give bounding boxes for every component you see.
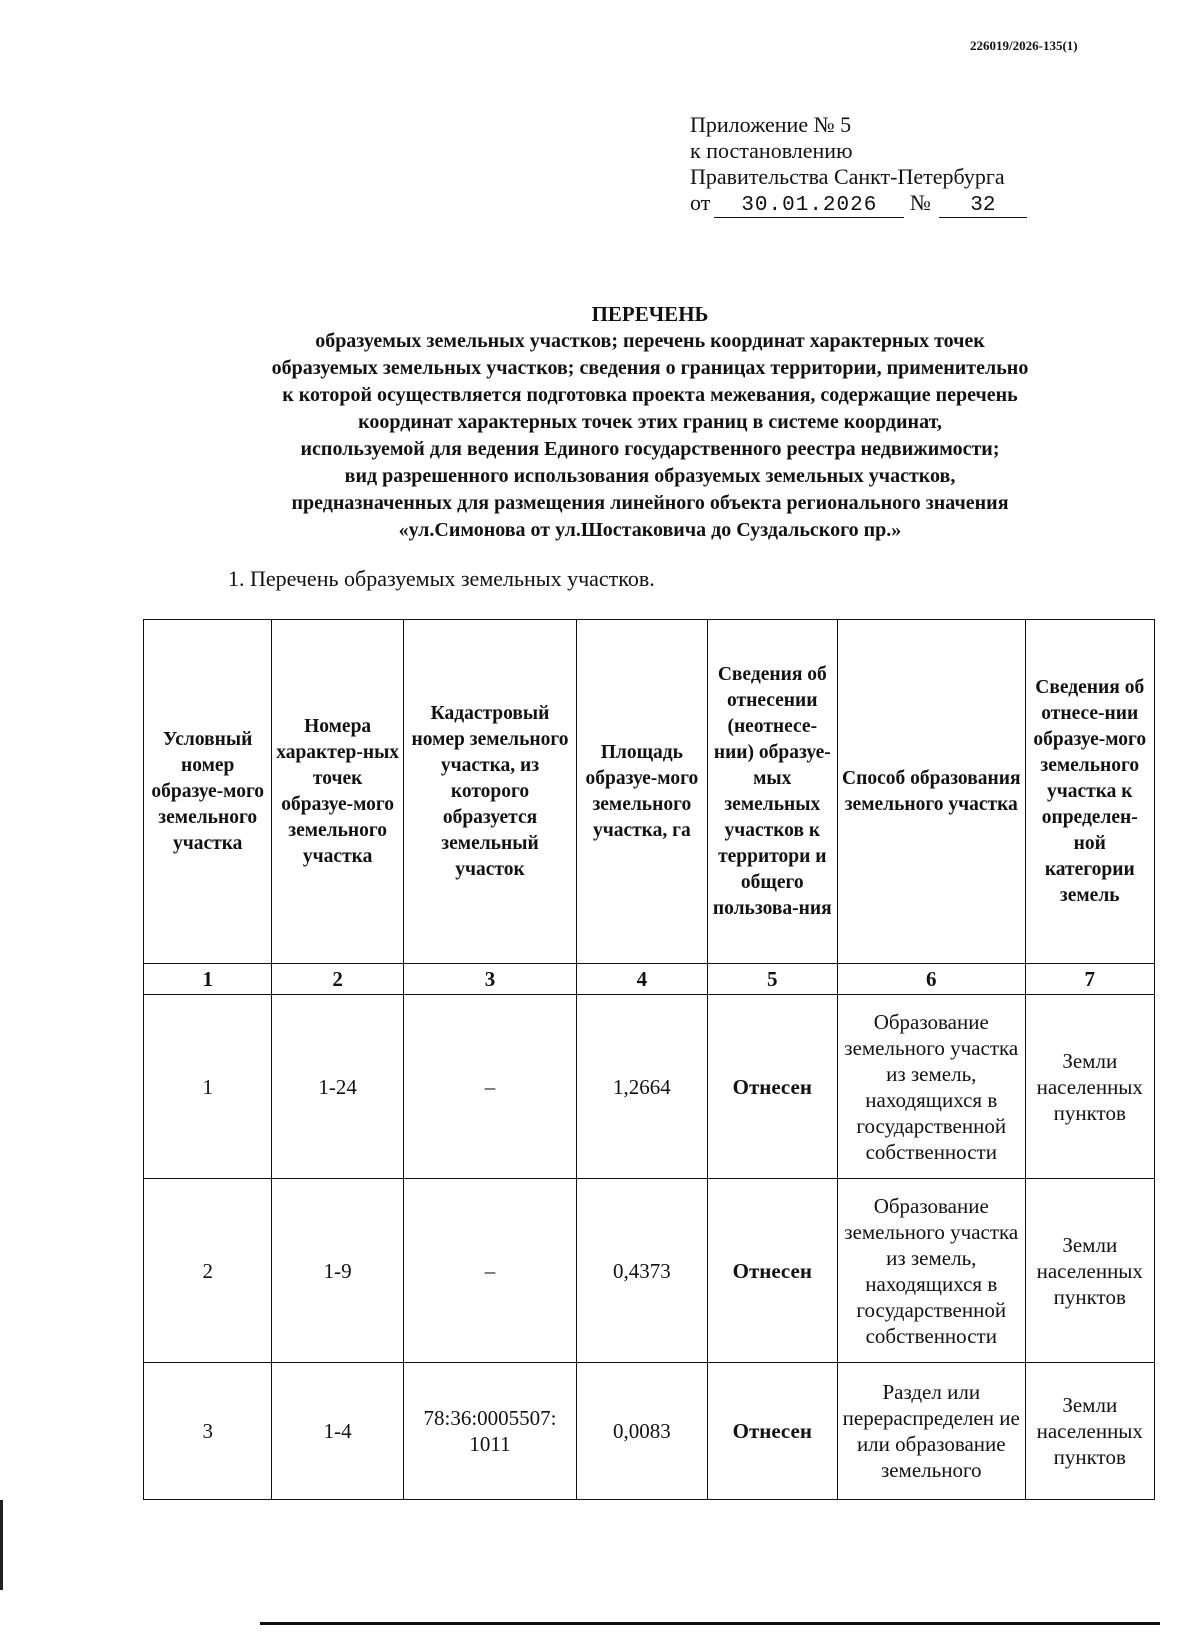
scan-edge-mark — [0, 1500, 3, 1590]
cell-cadastral: 78:36:0005507: 1011 — [403, 1363, 576, 1500]
table-header-row — [144, 620, 1155, 964]
cell-plot-number: 1 — [144, 995, 272, 1179]
cell-points: 1-4 — [272, 1363, 403, 1500]
col-header-method: Способ образования земельного участка — [838, 620, 1026, 964]
col-header-plot-number: Условный номер образуе-мого земельного участка — [144, 620, 272, 964]
column-number: 7 — [1025, 964, 1154, 995]
heading-line: «ул.Симонова от ул.Шостаковича до Суздальского пр.» — [398, 519, 902, 541]
cell-method: Образование земельного участка из земель, находящихся в государственной собственности — [838, 1179, 1026, 1363]
cell-method: Образование земельного участка из земель, находящихся в государственной собственности — [838, 995, 1026, 1179]
table-row — [144, 1363, 1155, 1500]
appendix-block — [690, 112, 1027, 218]
heading-title: ПЕРЕЧЕНЬ — [591, 302, 709, 326]
resolution-date: 30.01.2026 — [714, 195, 904, 218]
cell-category: Земли населенных пунктов — [1025, 1363, 1154, 1500]
heading-line: координат характерных точек этих границ в системе координат, — [358, 411, 942, 433]
cell-points: 1-24 — [272, 995, 403, 1179]
column-number-row — [144, 964, 1155, 995]
heading-line: образуемых земельных участков; перечень координат характерных точек — [315, 330, 985, 352]
column-number: 1 — [144, 964, 272, 995]
cell-public-use: Отнесен — [707, 995, 837, 1179]
cell-category: Земли населенных пунктов — [1025, 1179, 1154, 1363]
cell-area: 0,4373 — [577, 1179, 707, 1363]
heading-line: образуемых земельных участков; сведения о границах территории, применительно — [271, 357, 1029, 379]
heading-line: предназначенных для размещения линейного объекта регионального значения — [291, 492, 1009, 514]
col-header-public-use: Сведения об отнесении (неотнесе-нии) образуе-мых земельных участков к территори и общего пользова-ния — [707, 620, 837, 964]
appendix-line-3: Правительства Санкт-Петербурга — [690, 164, 1005, 189]
appendix-line-2: к постановлению — [690, 138, 853, 163]
col-header-cadastral: Кадастровый номер земельного участка, из которого образуется земельный участок — [403, 620, 576, 964]
column-number: 3 — [403, 964, 576, 995]
appendix-line-1: Приложение № 5 — [690, 112, 852, 137]
col-header-area: Площадь образуе-мого земельного участка, га — [577, 620, 707, 964]
resolution-number: 32 — [939, 195, 1027, 218]
cell-plot-number: 2 — [144, 1179, 272, 1363]
heading-line: используемой для ведения Единого государственного реестра недвижимости; — [300, 438, 1000, 460]
column-number: 6 — [838, 964, 1026, 995]
cell-cadastral: – — [403, 1179, 576, 1363]
cell-plot-number: 3 — [144, 1363, 272, 1500]
cell-public-use: Отнесен — [707, 1179, 837, 1363]
table-row — [144, 1179, 1155, 1363]
heading-line: вид разрешенного использования образуемых земельных участков, — [344, 465, 956, 487]
document-id: 226019/2026-135(1) — [970, 38, 1078, 53]
heading-body — [0, 328, 1200, 544]
cell-area: 0,0083 — [577, 1363, 707, 1500]
date-prefix: от — [690, 190, 711, 215]
number-prefix: № — [909, 190, 931, 215]
cell-method: Раздел или перераспределен ие или образование земельного — [838, 1363, 1026, 1500]
column-number: 4 — [577, 964, 707, 995]
section-title: 1. Перечень образуемых земельных участков. — [228, 566, 655, 591]
appendix-date-line — [690, 190, 1027, 218]
cell-public-use: Отнесен — [707, 1363, 837, 1500]
cell-area: 1,2664 — [577, 995, 707, 1179]
document-heading — [0, 300, 1200, 544]
col-header-category: Сведения об отнесе-нии образуе-мого земельного участка к определен-ной категории земель — [1025, 620, 1154, 964]
heading-line: к которой осуществляется подготовка проекта межевания, содержащие перечень — [282, 384, 1018, 406]
col-header-points: Номера характер-ных точек образуе-мого земельного участка — [272, 620, 403, 964]
column-number: 5 — [707, 964, 837, 995]
page-bottom-rule — [260, 1622, 1160, 1625]
cell-cadastral: – — [403, 995, 576, 1179]
land-plots-table — [143, 619, 1155, 1500]
column-number: 2 — [272, 964, 403, 995]
table-row — [144, 995, 1155, 1179]
cell-category: Земли населенных пунктов — [1025, 995, 1154, 1179]
cell-points: 1-9 — [272, 1179, 403, 1363]
